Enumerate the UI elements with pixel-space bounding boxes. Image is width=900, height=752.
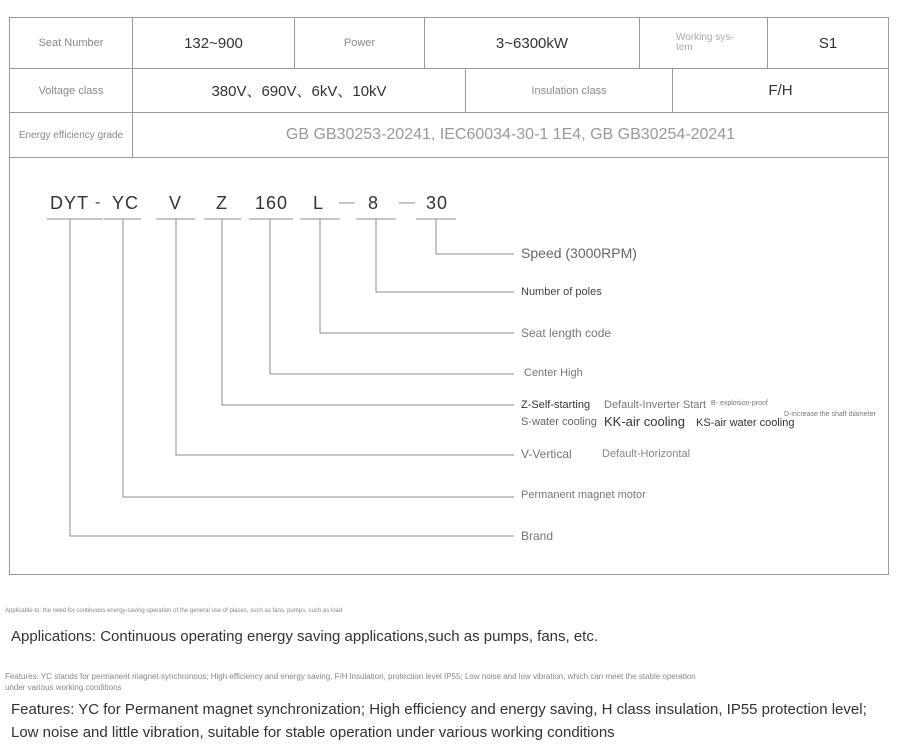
label-default-inverter: Default-Inverter Start	[604, 399, 707, 411]
features-note-1: Features: YC stands for permanent magnet synchronous; High efficiency and energy saving, F/H insulation, protection level IP55; Low noise and low vibration, which can meet the stable operation	[5, 672, 696, 681]
label-poles: Number of poles	[521, 286, 602, 298]
code-seat-length: L	[313, 193, 325, 213]
label-kk-air: KK-air cooling	[604, 414, 685, 429]
label-seat-length: Seat length code	[521, 326, 612, 340]
voltage-label: Voltage class	[10, 69, 133, 112]
working-system-value: S1	[818, 34, 838, 52]
code-long-dash-1: —	[339, 194, 355, 211]
power-label: Power	[295, 18, 425, 68]
spec-table	[9, 17, 889, 158]
spec-row-3	[10, 113, 888, 157]
code-vertical: V	[169, 193, 183, 213]
code-speed: 30	[426, 193, 449, 213]
label-ks-air-water: KS-air water cooling	[696, 417, 795, 429]
working-system-label: Working sys- tem	[640, 18, 768, 68]
insulation-value: F/H	[768, 82, 793, 99]
efficiency-value: GB GB30253-20241, IEC60034-30-1 1E4, GB GB30254-20241	[285, 126, 736, 143]
applications-text: Applications: Continuous operating energy saving applications,such as pumps, fans, etc.	[11, 628, 599, 645]
seat-number-value: 132~900	[133, 18, 295, 68]
efficiency-label: Energy efficiency grade	[10, 113, 133, 157]
applicable-note: Applicable to: the need for continuous energy-saving operation of the general use of places, such as fans, pumps, such as load	[5, 608, 343, 614]
code-long-dash-2: —	[399, 194, 415, 211]
code-start: Z	[216, 193, 228, 213]
label-water-cooling: S-water cooling	[521, 416, 597, 428]
label-self-starting: Z-Self-starting	[521, 399, 591, 411]
label-shaft-diameter: D-increase the shaft diameter	[784, 411, 876, 418]
code-brand: DYT	[50, 193, 89, 213]
features-text-1: Features: YC for Permanent magnet synchronization; High efficiency and energy saving, H class insulation, IP55 protection level;	[11, 701, 867, 718]
code-dash: -	[95, 194, 101, 211]
label-vertical: V-Vertical	[521, 447, 572, 461]
label-brand: Brand	[521, 529, 554, 543]
label-speed: Speed (3000RPM)	[521, 245, 637, 261]
code-pm: YC	[112, 193, 140, 213]
power-value: 3~6300kW	[425, 18, 640, 68]
label-default-horizontal: Default-Horizontal	[602, 448, 691, 460]
spec-row-2	[10, 69, 888, 113]
code-poles: 8	[368, 193, 380, 213]
label-center-high: Center High	[524, 367, 583, 379]
spec-row-1	[10, 18, 888, 69]
label-pm-motor: Permanent magnet motor	[521, 489, 646, 501]
seat-number-label: Seat Number	[10, 18, 133, 68]
features-text-2: Low noise and little vibration, suitable for stable operation under various working conditions	[11, 724, 615, 741]
insulation-label: Insulation class	[466, 69, 673, 112]
connector-lines	[10, 156, 890, 575]
voltage-value: 380V、690V、6kV、10kV	[133, 69, 466, 112]
model-code-diagram	[9, 156, 889, 575]
label-explosion-proof: B- explosion-proof	[711, 400, 768, 407]
code-center-high: 160	[255, 193, 289, 213]
features-note-2: under various working conditions	[5, 683, 122, 692]
